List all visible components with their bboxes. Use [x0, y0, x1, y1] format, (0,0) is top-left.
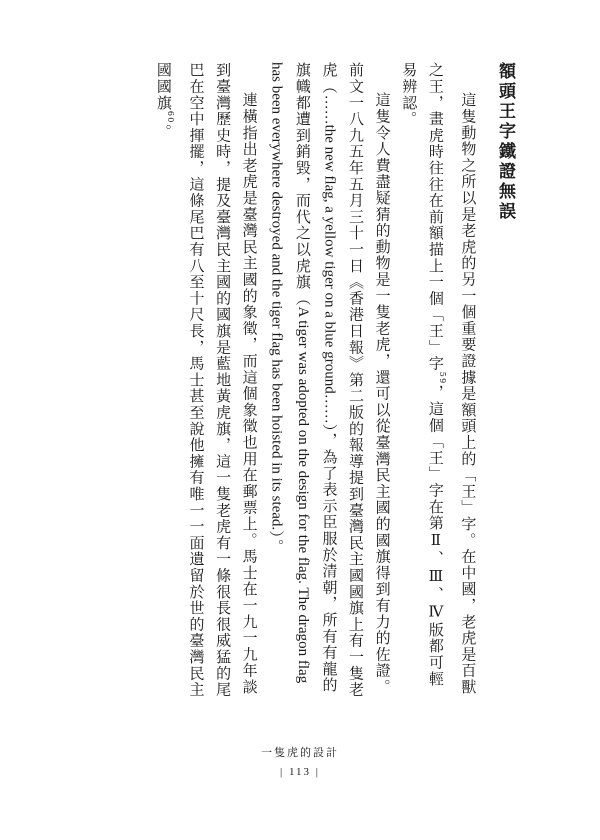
paragraph-2-text-a: 這隻令人費盡疑猜的動物是一隻老虎，還可以從臺灣民主國的國旗得到有力的佐證。前文一八九五年五月三十一日《香港日報》第二版的報導提到臺灣民主國國旗上有一隻老虎（	[320, 62, 392, 698]
vertical-text-body	[150, 62, 518, 702]
paragraph-2-text-b: ），為了表示臣服於清朝，所有有龍的旗幟都遭到銷毀，而代之以虎旗（	[293, 62, 339, 694]
paragraph-3	[150, 62, 262, 702]
running-footer-title: 一隻虎的設計	[261, 746, 339, 759]
english-quote-1: ……the new flag, a yellow tiger on a blue ground……	[321, 94, 338, 424]
paragraph-1-text-b: ，這個「王」字在第Ⅱ、Ⅲ、Ⅳ版都可輕易辨認。	[400, 62, 445, 687]
paragraph-2	[263, 62, 396, 702]
paragraph-3-text-a: 連橫指出老虎是臺灣民主國的象徵，而這個象徵也用在郵票上。馬士在一九一九年談到臺灣歷史時，提及臺灣民主國的國旗是藍地黃虎旗，這一隻老虎有一條很長很威猛的尾巴在空中揮擺，這條尾巴有八至十尺長，馬士甚至說他擁有唯一一面遺留於世的臺灣民主國國旗	[154, 62, 259, 698]
footnote-marker-59: 59	[437, 371, 447, 385]
paragraph-1-text-a: 這隻動物之所以是老虎的另一個重要證據是額頭上的「王」字。在中國，老虎是百獸之王，畫虎時往往在前額描上一個「王」字	[426, 62, 478, 696]
page-number: | 113 |	[280, 766, 320, 778]
paragraph-3-text-b: 。	[154, 123, 173, 140]
paragraph-1	[396, 62, 482, 702]
footnote-marker-60: 60	[165, 110, 175, 124]
paragraph-2-text-c: ）。	[267, 530, 286, 556]
english-quote-2: A tiger was adopted on the design for the flag. The dragon flag has been everywhere destroyed and the tiger flag has been hoisted in its stead.	[268, 62, 311, 684]
section-heading: 額頭王字鐵證無誤	[495, 62, 515, 222]
